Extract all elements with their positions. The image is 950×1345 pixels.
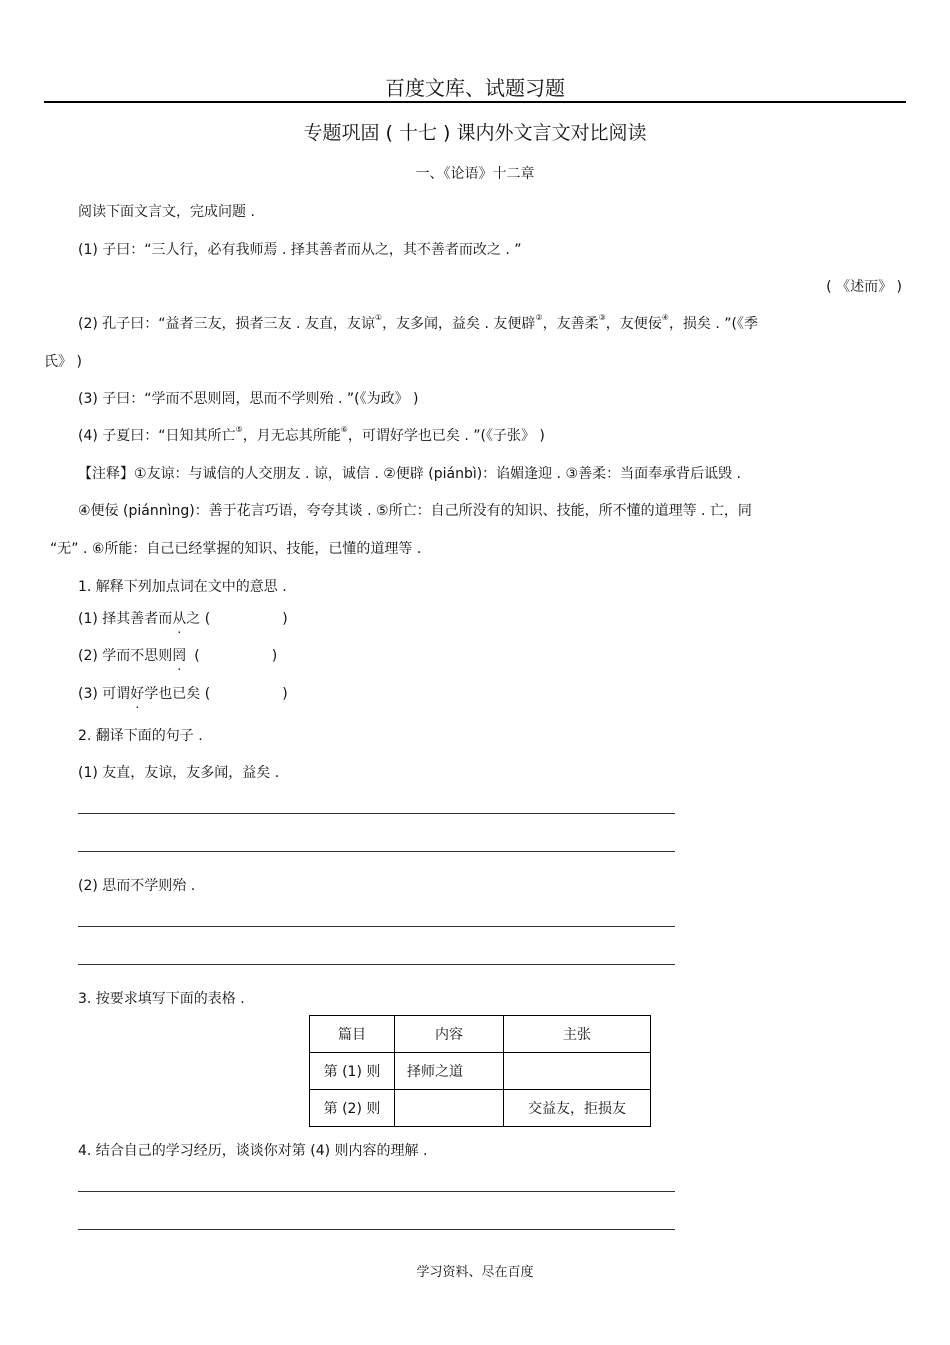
passage-1: (1) 子曰：“三人行，必有我师焉 . 择其善者而从之，其不善者而改之 . ” [78,242,522,258]
question-1: 1. 解释下列加点词在文中的意思 . [78,579,287,595]
table-header-cell: 主张 [504,1016,651,1053]
dotted-word: 好 [130,686,145,702]
note-mark: ④ [661,313,669,322]
header-rule [44,101,906,103]
question-1-1: (1) 择其善者而从之 ( ) [78,611,288,627]
note-mark: ③ [598,313,606,322]
question-1-3: (3) 可谓好学也已矣 ( ) [78,686,288,702]
question-4: 4. 结合自己的学习经历，谈谈你对第 (4) 则内容的理解 . [78,1143,428,1159]
answer-table [309,1015,651,1127]
table-cell: 交益友，拒损友 [504,1090,651,1127]
question-2-1: (1) 友直，友谅，友多闻，益矣 . [78,765,280,781]
question-1-2: (2) 学而不思则罔 ( ) [78,648,278,664]
page-footer: 学习资料、尽在百度 [416,1265,534,1280]
notes-line-3: “无” . ⑥所能：自己已经掌握的知识、技能，已懂的道理等 . [50,541,422,557]
note-mark: ① [374,313,383,322]
notes-line-2: ④便佞 (piánnìng)：善于花言巧语，夸夸其谈 . ⑤所亡：自己所没有的知识、技能，所不懂的道理等 . 亡，同 [78,503,752,519]
table-row [310,1053,651,1090]
notes-line-1: 【注释】①友谅：与诚信的人交朋友 . 谅，诚信 . ②便辟 (piánbì)：谄媚逢迎 . ③善柔：当面奉承背后诋毁 . [78,466,741,482]
answer-line[interactable] [78,926,675,927]
table-cell: 择师之道 [395,1053,504,1090]
passage-3: (3) 子曰：“学而不思则罔，思而不学则殆 . ”(《为政》 ) [78,391,419,407]
answer-line[interactable] [78,1229,675,1230]
note-mark: ⑥ [340,425,348,434]
passage-2: (2) 孔子曰：“益者三友，损者三友 . 友直，友谅①，友多闻，益矣 . 友便辟②，友善柔③，友便佞④，损矣 . ”(《季 [78,313,759,332]
question-2-2: (2) 思而不学则殆 . [78,878,196,894]
table-cell-blank[interactable] [504,1053,651,1090]
dotted-word: 罔 [172,648,187,664]
passage-1-source: ( 《述而》 ) [826,279,902,295]
table-header-cell: 篇目 [310,1016,395,1053]
dotted-word: 从 [172,611,187,627]
section-title: 一、《论语》十二章 [415,166,535,182]
table-cell: 第 (2) 则 [310,1090,395,1127]
answer-line[interactable] [78,851,675,852]
table-header-cell: 内容 [395,1016,504,1053]
note-mark: ⑤ [235,425,243,434]
answer-line[interactable] [78,964,675,965]
question-3: 3. 按要求填写下面的表格 . [78,991,245,1007]
answer-line[interactable] [78,1191,675,1192]
question-2: 2. 翻译下面的句子 . [78,728,203,744]
answer-line[interactable] [78,813,675,814]
passage-4: (4) 子夏曰：“日知其所亡⑤，月无忘其所能⑥，可谓好学也已矣 . ”(《子张》 ) [78,425,545,444]
table-header-row [310,1016,651,1053]
page-header: 百度文库、试题习题 [385,76,565,100]
note-mark: ② [535,313,543,322]
table-row [310,1090,651,1127]
table-cell-blank[interactable] [395,1090,504,1127]
intro-text: 阅读下面文言文，完成问题 . [78,204,255,220]
page-title: 专题巩固 ( 十七 ) 课内外文言文对比阅读 [303,122,647,144]
passage-2-cont: 氏》 ) [44,354,82,370]
table-cell: 第 (1) 则 [310,1053,395,1090]
